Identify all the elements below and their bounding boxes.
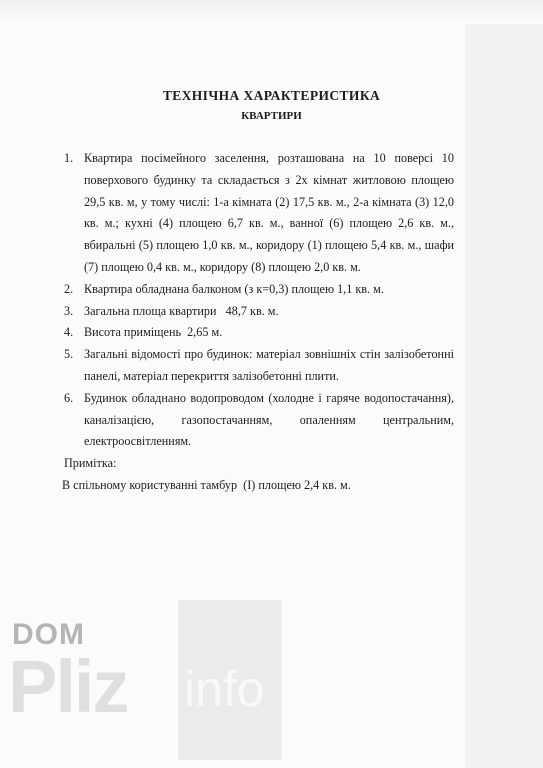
note-section xyxy=(64,453,454,497)
note-text: В спільному користуванні тамбур (І) площею 2,4 кв. м. xyxy=(62,477,351,492)
item-number: 2. xyxy=(64,281,74,296)
watermark-pliz-text: Pliz xyxy=(8,645,128,728)
characteristics-list xyxy=(64,148,454,453)
list-item xyxy=(64,388,454,453)
item-number: 3. xyxy=(64,303,74,318)
watermark-info-text: info xyxy=(184,661,265,717)
item-text: Загальні відомості про будинок: матеріал зовнішніх стін залізобетонні панелі, матеріал перекриття залізобетонні плити. xyxy=(84,347,454,383)
watermark-dom-text: DOM xyxy=(12,618,85,651)
item-text: Будинок обладнано водопроводом (холодне і гаряче водопостачання), каналізацією, газопостачанням, опаленням центральним, електроосвітленням. xyxy=(84,390,454,449)
item-number: 5. xyxy=(64,347,74,362)
item-number: 1. xyxy=(64,151,74,165)
list-item xyxy=(64,148,454,279)
item-text: Висота приміщень 2,65 м. xyxy=(84,325,223,340)
item-text: Квартира посімейного заселення, розташована на 10 поверсі 10 поверхового будинку та складається з 2х кімнат житловою площею 29,5 кв. м, у тому числі: 1-а кімната (2) 17,5 кв. м., 2-а кімната (3) 12,0 кв. м.; кухні (4) площею 6,7 кв. м., ванної (6) площею 2,6 кв. м., вбиральні (5) площею 1,0 кв. м., коридору (1) площею 5,4 кв. м., шафи (7) площею 0,4 кв. м., коридору (8) площею 2,0 кв. м. xyxy=(84,151,454,274)
item-text: Квартира обладнана балконом (з к=0,3) площею 1,1 кв. м. xyxy=(84,281,384,296)
item-number: 6. xyxy=(64,390,74,405)
item-number: 4. xyxy=(64,325,74,340)
note-title: Примітка: xyxy=(64,456,117,471)
list-item xyxy=(64,301,454,323)
document-body xyxy=(64,148,454,497)
scan-top-edge xyxy=(0,0,543,24)
list-item xyxy=(64,279,454,301)
list-item xyxy=(64,344,454,388)
item-text: Загальна площа квартири 48,7 кв. м. xyxy=(84,303,279,318)
document-subtitle: КВАРТИРИ xyxy=(241,110,302,122)
list-item xyxy=(64,322,454,344)
document-title: ТЕХНІЧНА ХАРАКТЕРИСТИКА xyxy=(162,88,381,103)
